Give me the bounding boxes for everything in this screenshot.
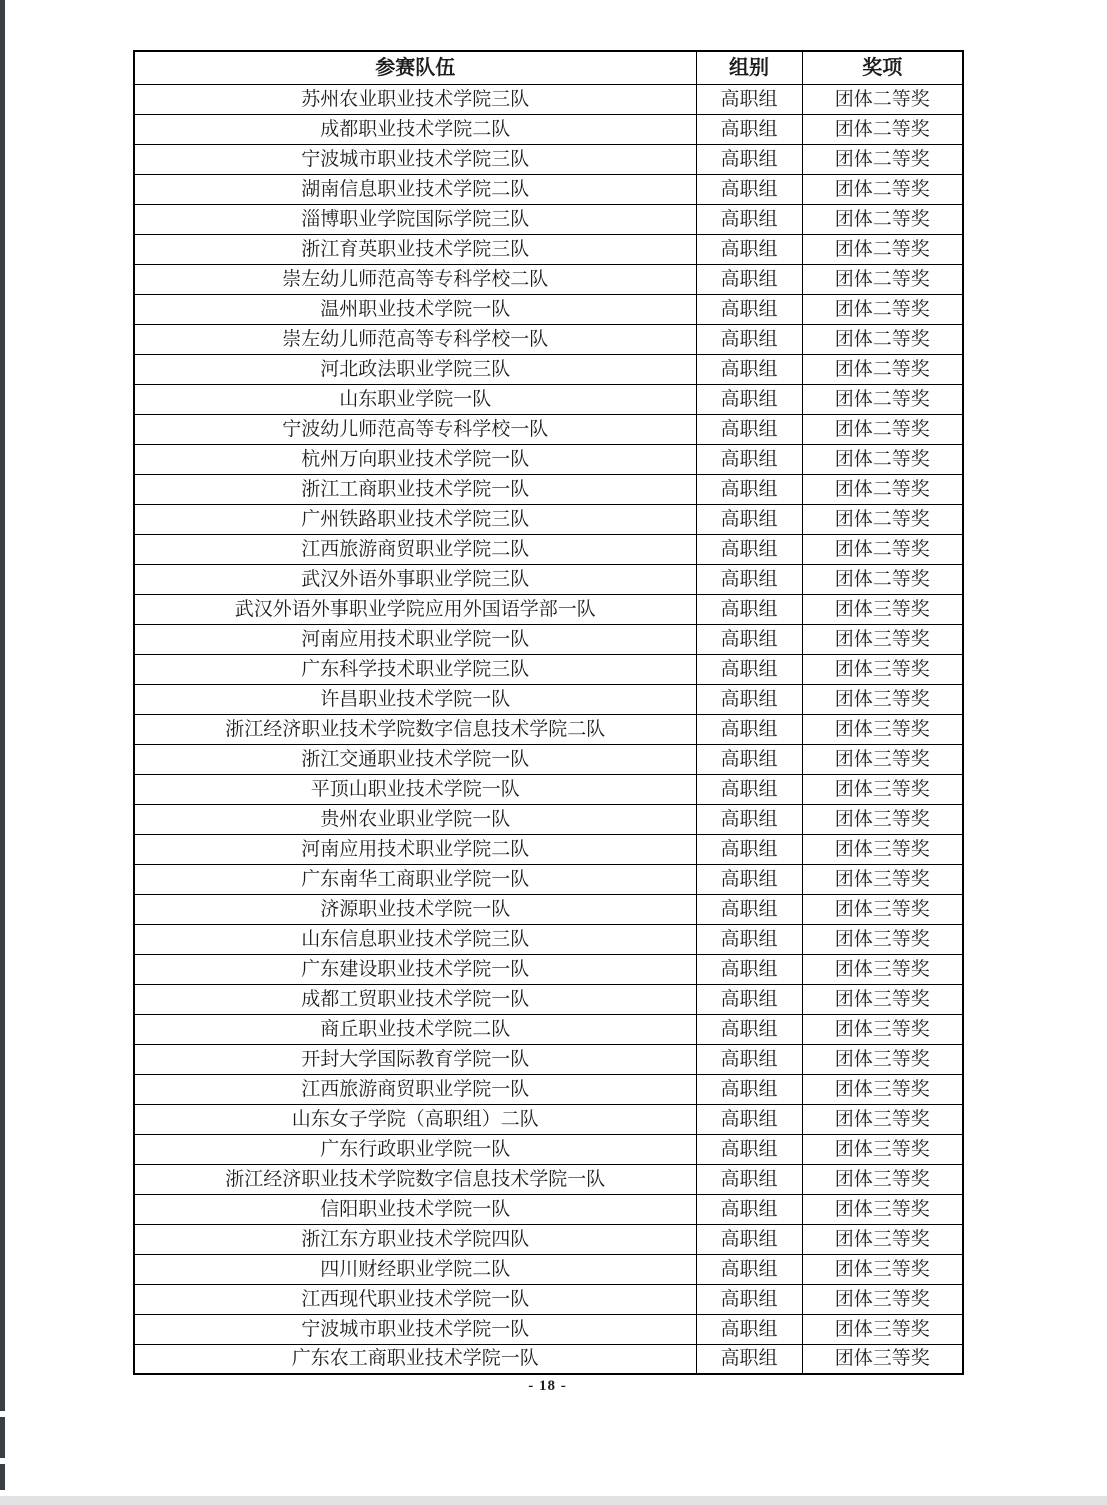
award-cell: 团体三等奖	[802, 864, 963, 894]
group-cell: 高职组	[696, 864, 802, 894]
team-cell: 江西旅游商贸职业学院二队	[134, 534, 696, 564]
group-cell: 高职组	[696, 414, 802, 444]
team-cell: 淄博职业学院国际学院三队	[134, 204, 696, 234]
team-cell: 温州职业技术学院一队	[134, 294, 696, 324]
group-cell: 高职组	[696, 804, 802, 834]
bottom-bar	[0, 1496, 1107, 1505]
table-row	[134, 174, 963, 204]
team-cell: 广东南华工商职业学院一队	[134, 864, 696, 894]
team-cell: 山东信息职业技术学院三队	[134, 924, 696, 954]
team-cell: 苏州农业职业技术学院三队	[134, 84, 696, 114]
team-cell: 广东建设职业技术学院一队	[134, 954, 696, 984]
award-cell: 团体三等奖	[802, 1164, 963, 1194]
team-cell: 平顶山职业技术学院一队	[134, 774, 696, 804]
group-cell: 高职组	[696, 624, 802, 654]
group-cell: 高职组	[696, 84, 802, 114]
col-header-award: 奖项	[802, 51, 963, 84]
group-cell: 高职组	[696, 294, 802, 324]
team-cell: 商丘职业技术学院二队	[134, 1014, 696, 1044]
award-cell: 团体三等奖	[802, 1254, 963, 1284]
award-cell: 团体三等奖	[802, 1194, 963, 1224]
table-body	[134, 84, 963, 1374]
award-cell: 团体三等奖	[802, 744, 963, 774]
team-cell: 浙江经济职业技术学院数字信息技术学院一队	[134, 1164, 696, 1194]
award-cell: 团体二等奖	[802, 324, 963, 354]
award-cell: 团体三等奖	[802, 1314, 963, 1344]
table-row	[134, 924, 963, 954]
group-cell: 高职组	[696, 564, 802, 594]
team-cell: 信阳职业技术学院一队	[134, 1194, 696, 1224]
award-cell: 团体二等奖	[802, 354, 963, 384]
table-row	[134, 984, 963, 1014]
award-cell: 团体三等奖	[802, 624, 963, 654]
team-cell: 成都职业技术学院二队	[134, 114, 696, 144]
table-row	[134, 1344, 963, 1374]
award-cell: 团体二等奖	[802, 534, 963, 564]
table-row	[134, 1074, 963, 1104]
award-cell: 团体三等奖	[802, 714, 963, 744]
group-cell: 高职组	[696, 384, 802, 414]
table-row	[134, 954, 963, 984]
group-cell: 高职组	[696, 474, 802, 504]
table-row	[134, 894, 963, 924]
table-row	[134, 1284, 963, 1314]
award-cell: 团体三等奖	[802, 954, 963, 984]
table-row	[134, 744, 963, 774]
table-row	[134, 294, 963, 324]
team-cell: 山东职业学院一队	[134, 384, 696, 414]
team-cell: 山东女子学院（高职组）二队	[134, 1104, 696, 1134]
team-cell: 广东科学技术职业学院三队	[134, 654, 696, 684]
team-cell: 武汉外语外事职业学院应用外国语学部一队	[134, 594, 696, 624]
team-cell: 许昌职业技术学院一队	[134, 684, 696, 714]
award-cell: 团体二等奖	[802, 114, 963, 144]
group-cell: 高职组	[696, 1194, 802, 1224]
award-cell: 团体三等奖	[802, 1134, 963, 1164]
table-row	[134, 714, 963, 744]
group-cell: 高职组	[696, 144, 802, 174]
award-cell: 团体三等奖	[802, 804, 963, 834]
award-cell: 团体三等奖	[802, 654, 963, 684]
group-cell: 高职组	[696, 954, 802, 984]
award-cell: 团体三等奖	[802, 1224, 963, 1254]
table-row	[134, 444, 963, 474]
group-cell: 高职组	[696, 744, 802, 774]
group-cell: 高职组	[696, 444, 802, 474]
team-cell: 浙江东方职业技术学院四队	[134, 1224, 696, 1254]
table-row	[134, 474, 963, 504]
award-cell: 团体二等奖	[802, 384, 963, 414]
group-cell: 高职组	[696, 174, 802, 204]
table-row	[134, 1014, 963, 1044]
group-cell: 高职组	[696, 1284, 802, 1314]
table-row	[134, 354, 963, 384]
table-header-row	[134, 51, 963, 84]
group-cell: 高职组	[696, 834, 802, 864]
table-row	[134, 414, 963, 444]
team-cell: 宁波城市职业技术学院三队	[134, 144, 696, 174]
group-cell: 高职组	[696, 984, 802, 1014]
table-row	[134, 1314, 963, 1344]
team-cell: 广东行政职业学院一队	[134, 1134, 696, 1164]
group-cell: 高职组	[696, 1254, 802, 1284]
awards-table	[133, 50, 964, 1375]
group-cell: 高职组	[696, 534, 802, 564]
award-cell: 团体三等奖	[802, 1014, 963, 1044]
group-cell: 高职组	[696, 1104, 802, 1134]
award-cell: 团体三等奖	[802, 984, 963, 1014]
window-left-edge	[0, 1417, 5, 1458]
award-cell: 团体二等奖	[802, 234, 963, 264]
window-left-edge	[0, 0, 5, 1411]
award-cell: 团体三等奖	[802, 894, 963, 924]
group-cell: 高职组	[696, 654, 802, 684]
col-header-group: 组别	[696, 51, 802, 84]
table-row	[134, 264, 963, 294]
award-cell: 团体二等奖	[802, 174, 963, 204]
group-cell: 高职组	[696, 1134, 802, 1164]
table-row	[134, 654, 963, 684]
group-cell: 高职组	[696, 924, 802, 954]
award-cell: 团体三等奖	[802, 1044, 963, 1074]
team-cell: 湖南信息职业技术学院二队	[134, 174, 696, 204]
table-row	[134, 834, 963, 864]
award-cell: 团体三等奖	[802, 774, 963, 804]
team-cell: 广州铁路职业技术学院三队	[134, 504, 696, 534]
table-row	[134, 234, 963, 264]
team-cell: 成都工贸职业技术学院一队	[134, 984, 696, 1014]
table-row	[134, 1044, 963, 1074]
team-cell: 河南应用技术职业学院一队	[134, 624, 696, 654]
col-header-team: 参赛队伍	[134, 51, 696, 84]
award-cell: 团体二等奖	[802, 84, 963, 114]
table-row	[134, 1254, 963, 1284]
award-cell: 团体二等奖	[802, 294, 963, 324]
team-cell: 江西旅游商贸职业学院一队	[134, 1074, 696, 1104]
team-cell: 浙江经济职业技术学院数字信息技术学院二队	[134, 714, 696, 744]
table-row	[134, 774, 963, 804]
table-row	[134, 1164, 963, 1194]
team-cell: 崇左幼儿师范高等专科学校二队	[134, 264, 696, 294]
award-cell: 团体三等奖	[802, 924, 963, 954]
table-row	[134, 504, 963, 534]
group-cell: 高职组	[696, 204, 802, 234]
team-cell: 浙江育英职业技术学院三队	[134, 234, 696, 264]
table-row	[134, 144, 963, 174]
group-cell: 高职组	[696, 1014, 802, 1044]
group-cell: 高职组	[696, 774, 802, 804]
table-row	[134, 564, 963, 594]
group-cell: 高职组	[696, 1044, 802, 1074]
team-cell: 浙江交通职业技术学院一队	[134, 744, 696, 774]
team-cell: 江西现代职业技术学院一队	[134, 1284, 696, 1314]
award-cell: 团体三等奖	[802, 594, 963, 624]
table-row	[134, 1224, 963, 1254]
group-cell: 高职组	[696, 114, 802, 144]
group-cell: 高职组	[696, 504, 802, 534]
table-row	[134, 534, 963, 564]
award-cell: 团体二等奖	[802, 264, 963, 294]
award-cell: 团体三等奖	[802, 1104, 963, 1134]
table-row	[134, 324, 963, 354]
group-cell: 高职组	[696, 894, 802, 924]
page-number: - 18 -	[528, 1378, 567, 1394]
team-cell: 浙江工商职业技术学院一队	[134, 474, 696, 504]
group-cell: 高职组	[696, 1224, 802, 1254]
team-cell: 宁波幼儿师范高等专科学校一队	[134, 414, 696, 444]
award-cell: 团体二等奖	[802, 414, 963, 444]
table-row	[134, 804, 963, 834]
table-row	[134, 594, 963, 624]
award-cell: 团体二等奖	[802, 444, 963, 474]
team-cell: 贵州农业职业学院一队	[134, 804, 696, 834]
award-cell: 团体二等奖	[802, 474, 963, 504]
table-row	[134, 114, 963, 144]
award-cell: 团体二等奖	[802, 204, 963, 234]
group-cell: 高职组	[696, 234, 802, 264]
team-cell: 武汉外语外事职业学院三队	[134, 564, 696, 594]
group-cell: 高职组	[696, 264, 802, 294]
award-cell: 团体三等奖	[802, 834, 963, 864]
table-row	[134, 1104, 963, 1134]
team-cell: 宁波城市职业技术学院一队	[134, 1314, 696, 1344]
table-row	[134, 84, 963, 114]
group-cell: 高职组	[696, 354, 802, 384]
group-cell: 高职组	[696, 594, 802, 624]
table-row	[134, 204, 963, 234]
window-left-edge	[0, 1464, 5, 1490]
table-row	[134, 1134, 963, 1164]
award-cell: 团体三等奖	[802, 684, 963, 714]
award-cell: 团体三等奖	[802, 1074, 963, 1104]
team-cell: 崇左幼儿师范高等专科学校一队	[134, 324, 696, 354]
award-cell: 团体二等奖	[802, 144, 963, 174]
award-cell: 团体三等奖	[802, 1344, 963, 1374]
table-row	[134, 1194, 963, 1224]
group-cell: 高职组	[696, 324, 802, 354]
team-cell: 济源职业技术学院一队	[134, 894, 696, 924]
team-cell: 广东农工商职业技术学院一队	[134, 1344, 696, 1374]
group-cell: 高职组	[696, 684, 802, 714]
table-row	[134, 864, 963, 894]
table-row	[134, 684, 963, 714]
award-cell: 团体二等奖	[802, 504, 963, 534]
group-cell: 高职组	[696, 1314, 802, 1344]
award-cell: 团体三等奖	[802, 1284, 963, 1314]
team-cell: 开封大学国际教育学院一队	[134, 1044, 696, 1074]
team-cell: 河北政法职业学院三队	[134, 354, 696, 384]
group-cell: 高职组	[696, 1074, 802, 1104]
table-row	[134, 624, 963, 654]
group-cell: 高职组	[696, 714, 802, 744]
table-row	[134, 384, 963, 414]
team-cell: 四川财经职业学院二队	[134, 1254, 696, 1284]
award-cell: 团体二等奖	[802, 564, 963, 594]
group-cell: 高职组	[696, 1164, 802, 1194]
team-cell: 杭州万向职业技术学院一队	[134, 444, 696, 474]
group-cell: 高职组	[696, 1344, 802, 1374]
team-cell: 河南应用技术职业学院二队	[134, 834, 696, 864]
